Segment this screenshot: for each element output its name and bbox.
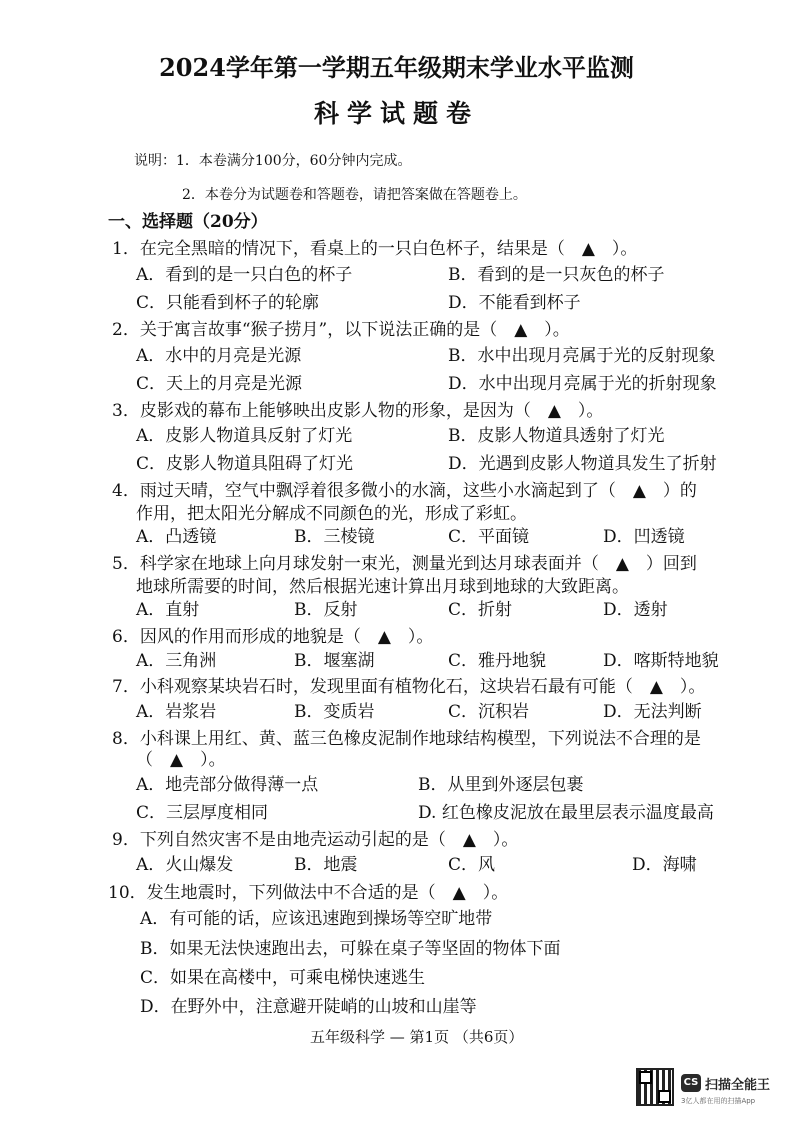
q7-option-c: C．沉积岩 [448,702,530,722]
q4-option-c: C．平面镜 [448,527,530,547]
exam-title: 2024学年第一学期五年级期末学业水平监测 [159,53,634,82]
q4-option-a: A．凸透镜 [136,527,217,547]
q8-option-b: B．从里到外逐层包裹 [418,775,584,795]
q6-option-a: A．三角洲 [136,651,217,671]
question-5-line-2: 地球所需要的时间，然后根据光速计算出月球到地球的大致距离。 [136,577,629,597]
q3-option-d: D．光遇到皮影人物道具发生了折射 [448,454,717,474]
exam-subtitle: 科学试题卷 [313,99,479,128]
q5-option-d: D．透射 [603,600,668,620]
q1-option-a: A．看到的是一只白色的杯子 [136,265,353,285]
q3-option-a: A．皮影人物道具反射了灯光 [136,426,353,446]
q2-option-d: D．水中出现月亮属于光的折射现象 [448,374,717,394]
section-heading: 一、选择题（20分） [108,212,268,232]
q9-option-b: B．地震 [294,855,358,875]
q4-option-d: D．凹透镜 [603,527,685,547]
q5-option-b: B．反射 [294,600,358,620]
question-4-line-2: 作用，把太阳光分解成不同颜色的光，形成了彩虹。 [136,504,527,524]
q6-option-c: C．雅丹地貌 [448,651,547,671]
q8-option-c: C．三层厚度相同 [136,803,269,823]
question-1: 1．在完全黑暗的情况下，看桌上的一只白色杯子，结果是（ ▲ ）。 [112,239,638,259]
question-10: 10．发生地震时，下列做法中不合适的是（ ▲ ）。 [108,883,509,903]
q3-option-c: C．皮影人物道具阻碍了灯光 [136,454,354,474]
q9-option-c: C．风 [448,855,496,875]
q2-option-b: B．水中出现月亮属于光的反射现象 [448,346,716,366]
q5-option-c: C．折射 [448,600,513,620]
q9-option-d: D．海啸 [632,855,697,875]
q9-option-a: A．火山爆发 [136,855,234,875]
instructions-line-1: 说明：1．本卷满分100分，60分钟内完成。 [134,153,412,169]
q6-option-b: B．堰塞湖 [294,651,375,671]
question-3: 3．皮影戏的幕布上能够映出皮影人物的形象，是因为（ ▲ ）。 [112,401,604,421]
q1-option-c: C．只能看到杯子的轮廓 [136,293,320,313]
question-7: 7．小科观察某块岩石时，发现里面有植物化石，这块岩石最有可能（ ▲ ）。 [112,677,706,697]
q10-option-d: D．在野外中，注意避开陡峭的山坡和山崖等 [140,997,477,1017]
page-footer: 五年级科学 — 第1页 （共6页） [310,1028,524,1046]
q5-option-a: A．直射 [136,600,200,620]
q7-option-a: A．岩浆岩 [136,702,217,722]
scanner-app-name: 扫描全能王 [705,1078,771,1093]
qr-code-icon [636,1068,674,1106]
q3-option-b: B．皮影人物道具透射了灯光 [448,426,665,446]
q2-option-c: C．天上的月亮是光源 [136,374,303,394]
q10-option-b: B．如果无法快速跑出去，可躲在桌子等坚固的物体下面 [140,939,561,959]
q7-option-d: D．无法判断 [603,702,702,722]
q7-option-b: B．变质岩 [294,702,375,722]
q8-option-a: A．地壳部分做得薄一点 [136,775,319,795]
question-4-line-1: 4．雨过天晴，空气中飘浮着很多微小的水滴，这些小水滴起到了（ ▲ ）的 [112,481,697,501]
question-6: 6．因风的作用而形成的地貌是（ ▲ ）。 [112,627,434,647]
scanner-app-tagline: 3亿人都在用的扫描App [681,1097,756,1105]
q4-option-b: B．三棱镜 [294,527,375,547]
camscanner-logo-icon: CS [681,1074,701,1092]
q10-option-a: A．有可能的话，应该迅速跑到操场等空旷地带 [140,909,493,929]
question-8-line-2: （ ▲ ）。 [136,750,226,770]
q1-option-b: B．看到的是一只灰色的杯子 [448,265,665,285]
q10-option-c: C．如果在高楼中，可乘电梯快速逃生 [140,968,426,988]
instructions-line-2: 2．本卷分为试题卷和答题卷，请把答案做在答题卷上。 [182,187,527,203]
q2-option-a: A．水中的月亮是光源 [136,346,302,366]
q1-option-d: D．不能看到杯子 [448,293,581,313]
question-9: 9．下列自然灾害不是由地壳运动引起的是（ ▲ ）。 [112,830,519,850]
question-8-line-1: 8．小科课上用红、黄、蓝三色橡皮泥制作地球结构模型，下列说法不合理的是 [112,729,701,749]
q6-option-d: D．喀斯特地貌 [603,651,719,671]
question-5-line-1: 5．科学家在地球上向月球发射一束光，测量光到达月球表面并（ ▲ ）回到 [112,554,697,574]
q8-option-d: D. 红色橡皮泥放在最里层表示温度最高 [418,803,714,823]
question-2: 2．关于寓言故事“猴子捞月”，以下说法正确的是（ ▲ ）。 [112,320,570,340]
